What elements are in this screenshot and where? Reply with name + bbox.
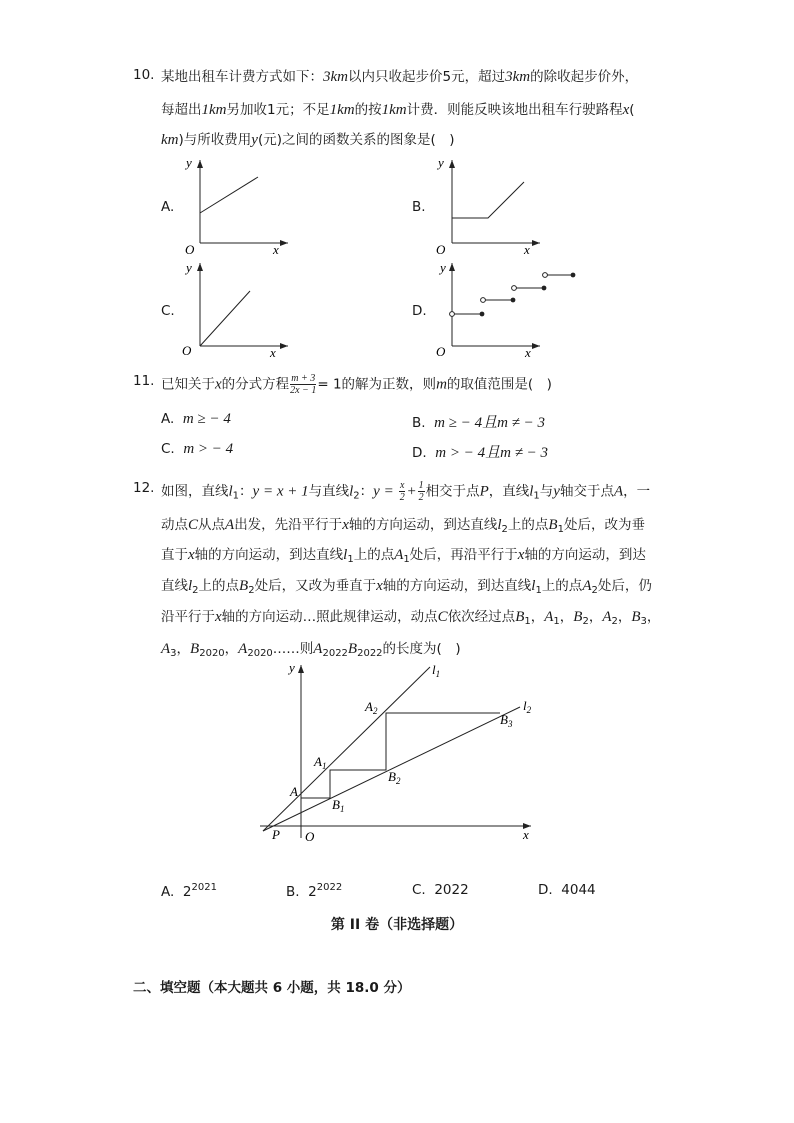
- q12-stem-line6: $A_3$，$B_{2020}$，$A_{2020}\dots\dots$则$A_{2022}B_{2022}$的长度为( ): [161, 641, 461, 659]
- q10c-x-label: x: [270, 345, 276, 358]
- q10a-y-label: y: [186, 155, 192, 170]
- q10-option-b-label[interactable]: B.: [412, 199, 426, 215]
- q12-figure: [255, 655, 545, 845]
- q10-stem-line1: 某地出租车计费方式如下：3km以内只收起步价5元，超过3km的除收起步价外，: [161, 69, 639, 85]
- q11-option-a[interactable]: A. m ≥ − 4: [161, 411, 231, 427]
- fig-l2-label: $l_2$: [523, 698, 532, 715]
- q10-graph-c: [180, 258, 290, 358]
- q10-stem-line2: 每超出1km另加收1元；不足1km的按1km计费．则能反映该地出租车行驶路程x(: [161, 102, 635, 118]
- fig-x-label: x: [523, 827, 529, 842]
- q10d-y-label: y: [440, 260, 446, 275]
- fig-origin-label: O: [305, 829, 315, 844]
- q10-graph-d: [432, 258, 592, 358]
- q10a-x-label: x: [273, 242, 279, 255]
- q10d-origin-label: O: [436, 344, 446, 358]
- q12-number: 12.: [133, 480, 155, 496]
- q11-option-d[interactable]: D. m > − 4且m ≠ − 3: [412, 445, 549, 461]
- q10-graph-b: [432, 155, 542, 255]
- q10d-x-label: x: [525, 345, 531, 358]
- q10b-x-label: x: [524, 242, 530, 255]
- q10c-origin-label: O: [182, 343, 192, 358]
- q10b-y-label: y: [438, 155, 444, 170]
- q12-stem-line4: 直线$l_2$上的点$B_2$处后，又改为垂直于x轴的方向运动，到达直线$l_1$上的点$A_2$处后，仍: [161, 578, 652, 596]
- q10-option-d-label[interactable]: D.: [412, 303, 427, 319]
- q10-option-a-label[interactable]: A.: [161, 199, 175, 215]
- fig-l1-label: $l_1$: [432, 662, 441, 679]
- fig-y-label: y: [289, 660, 295, 675]
- q12-option-a[interactable]: A. $2^{2021}$: [161, 882, 217, 900]
- fig-p-label: P: [272, 827, 280, 842]
- q12-stem-line5: 沿平行于x轴的方向运动…照此规律运动，动点C依次经过点$B_1$，$A_1$，$B_2$，$A_2$，$B_3$，: [161, 609, 661, 627]
- q12-stem-line1: 如图，直线$l_1$：y = x + 1与直线$l_2$：y = $\frac{x}{2}$ + $\frac{1}{2}$ 相交于点P，直线$l_1$与y轴交于点A，一: [161, 480, 651, 503]
- q12-option-b[interactable]: B. $2^{2022}$: [286, 882, 343, 900]
- q10b-origin-label: O: [436, 242, 446, 255]
- fig-a1-label: $A_1$: [314, 754, 327, 771]
- q10-graph-a: [180, 155, 290, 255]
- fig-a2-label: $A_2$: [365, 699, 378, 716]
- fig-a-label: A: [290, 784, 298, 799]
- q12-option-d[interactable]: D. 4044: [538, 882, 596, 898]
- q10-option-c-label[interactable]: C.: [161, 303, 175, 319]
- q10c-y-label: y: [186, 260, 192, 275]
- q11-fraction: $\frac{m + 3}{2x - 1}$: [290, 373, 317, 396]
- section2-title: 第 II 卷（非选择题）: [330, 917, 464, 933]
- q11-option-c[interactable]: C. m > − 4: [161, 441, 234, 457]
- q11-stem: 已知关于x的分式方程 $\frac{m + 3}{2x - 1}$ = 1的解为正数，则m的取值范围是( ): [161, 373, 552, 396]
- fig-b1-label: $B_1$: [332, 797, 345, 814]
- part2-heading: 二、填空题（本大题共 6 小题，共 18.0 分）: [133, 980, 411, 996]
- fig-b2-label: $B_2$: [388, 769, 401, 786]
- q12-option-c[interactable]: C. 2022: [412, 882, 469, 898]
- q10a-origin-label: O: [185, 242, 195, 255]
- q10-number: 10.: [133, 67, 155, 83]
- fig-b3-label: $B_3$: [500, 712, 513, 729]
- q10-stem-line3: km)与所收费用y(元)之间的函数关系的图象是( ): [161, 132, 455, 148]
- q11-option-b[interactable]: B. m ≥ − 4且m ≠ − 3: [412, 415, 546, 431]
- q12-stem-line2: 动点C从点A出发，先沿平行于x轴的方向运动，到达直线$l_2$上的点$B_1$处后，改为垂: [161, 517, 645, 535]
- q11-number: 11.: [133, 373, 155, 389]
- q12-stem-line3: 直于x轴的方向运动，到达直线$l_1$上的点$A_1$处后，再沿平行于x轴的方向运动，到达: [161, 547, 646, 565]
